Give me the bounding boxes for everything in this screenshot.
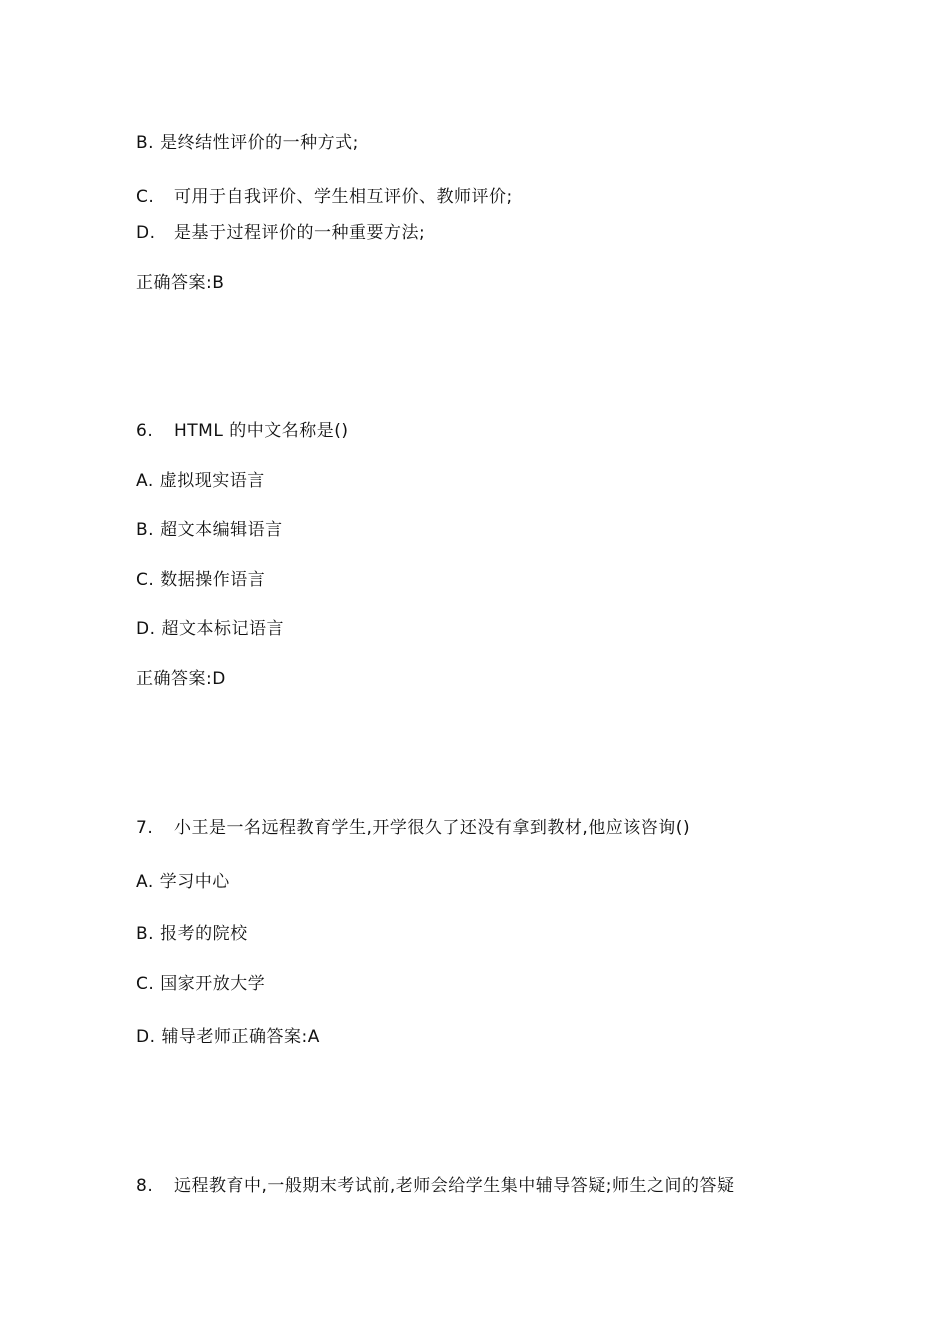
q6-option-c [136,569,265,591]
q5-answer: 正确答案:B [136,273,225,293]
option-letter: B. [136,520,155,540]
q7-option-c [136,973,265,995]
q6-option-a [136,470,265,492]
q8-stem [136,1175,735,1197]
q5-option-b [136,132,359,154]
question-text: 远程教育中,一般期末考试前,老师会给学生集中辅导答疑;师生之间的答疑 [174,1176,735,1196]
q7-option-b [136,923,248,945]
q6-stem [136,420,348,442]
option-text: 国家开放大学 [160,974,266,994]
option-text: 超文本标记语言 [161,619,284,639]
question-number: 6. [136,421,154,441]
option-text: 是基于过程评价的一种重要方法; [174,223,426,243]
option-text: 学习中心 [159,872,230,892]
question-text: HTML 的中文名称是() [174,421,349,441]
option-letter: D. [136,223,156,243]
option-letter: A. [136,471,154,491]
q7-option-a [136,871,230,893]
option-letter: C. [136,974,155,994]
option-text: 虚拟现实语言 [159,471,265,491]
q5-option-d [136,222,425,244]
option-text: 数据操作语言 [160,570,266,590]
option-letter: B. [136,924,155,944]
q7-option-d [136,1026,320,1048]
q7-stem [136,817,690,839]
question-text: 小王是一名远程教育学生,开学很久了还没有拿到教材,他应该咨询() [174,818,691,838]
option-letter: C. [136,570,155,590]
option-letter: D. [136,619,156,639]
option-letter: D. [136,1027,156,1047]
option-letter: C. [136,187,155,207]
q5-option-c [136,186,513,208]
option-letter: B. [136,133,155,153]
option-letter: A. [136,872,154,892]
option-text: 报考的院校 [160,924,248,944]
question-number: 8. [136,1176,154,1196]
option-text: 可用于自我评价、学生相互评价、教师评价; [174,187,513,207]
q6-answer: 正确答案:D [136,669,226,689]
q6-option-d [136,618,284,640]
option-text: 辅导老师正确答案:A [161,1027,320,1047]
option-text: 超文本编辑语言 [160,520,283,540]
q6-option-b [136,519,283,541]
question-number: 7. [136,818,154,838]
option-text: 是终结性评价的一种方式; [160,133,359,153]
